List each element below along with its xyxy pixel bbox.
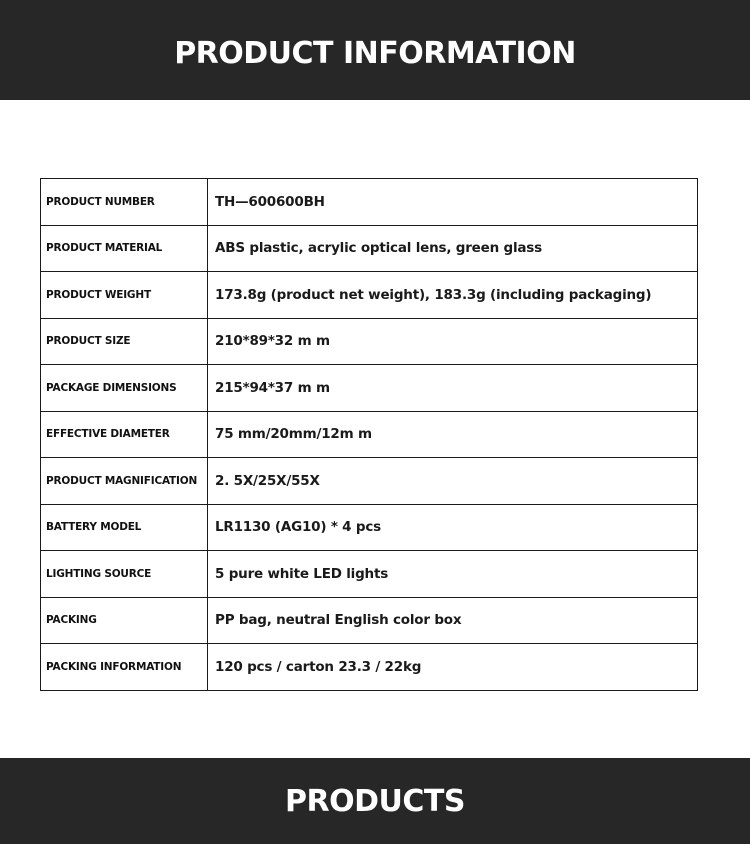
spec-label: PRODUCT SIZE: [41, 318, 208, 365]
spec-label: PACKING: [41, 597, 208, 644]
spec-row-package-dimensions: [41, 365, 698, 412]
spec-label: PACKAGE DIMENSIONS: [41, 365, 208, 412]
spec-label: PACKING INFORMATION: [41, 644, 208, 691]
spec-label: PRODUCT MATERIAL: [41, 225, 208, 272]
products-banner: [0, 758, 750, 844]
spec-value: 210*89*32 m m: [208, 318, 698, 365]
page-title: PRODUCT INFORMATION: [174, 35, 576, 71]
spec-row-effective-diameter: [41, 411, 698, 458]
spec-row-packing: [41, 597, 698, 644]
product-spec-table: [40, 178, 698, 691]
spec-value: 5 pure white LED lights: [208, 551, 698, 598]
spec-row-battery-model: [41, 504, 698, 551]
spec-row-product-number: [41, 179, 698, 226]
section-title: PRODUCTS: [285, 783, 465, 819]
spec-label: PRODUCT NUMBER: [41, 179, 208, 226]
spec-value: PP bag, neutral English color box: [208, 597, 698, 644]
spec-value: LR1130 (AG10) * 4 pcs: [208, 504, 698, 551]
spec-label: PRODUCT MAGNIFICATION: [41, 458, 208, 505]
spec-label: EFFECTIVE DIAMETER: [41, 411, 208, 458]
spec-value: 75 mm/20mm/12m m: [208, 411, 698, 458]
spec-row-product-size: [41, 318, 698, 365]
spec-value: 215*94*37 m m: [208, 365, 698, 412]
spec-label: BATTERY MODEL: [41, 504, 208, 551]
spec-row-lighting-source: [41, 551, 698, 598]
spec-row-product-magnification: [41, 458, 698, 505]
spec-value: TH—600600BH: [208, 179, 698, 226]
spec-row-product-weight: [41, 272, 698, 319]
spec-label: PRODUCT WEIGHT: [41, 272, 208, 319]
spec-value: 120 pcs / carton 23.3 / 22kg: [208, 644, 698, 691]
spec-value: 2. 5X/25X/55X: [208, 458, 698, 505]
header-banner: [0, 0, 750, 100]
spec-row-product-material: [41, 225, 698, 272]
spec-value: ABS plastic, acrylic optical lens, green glass: [208, 225, 698, 272]
spec-row-packing-information: [41, 644, 698, 691]
spec-value: 173.8g (product net weight), 183.3g (including packaging): [208, 272, 698, 319]
spec-label: LIGHTING SOURCE: [41, 551, 208, 598]
